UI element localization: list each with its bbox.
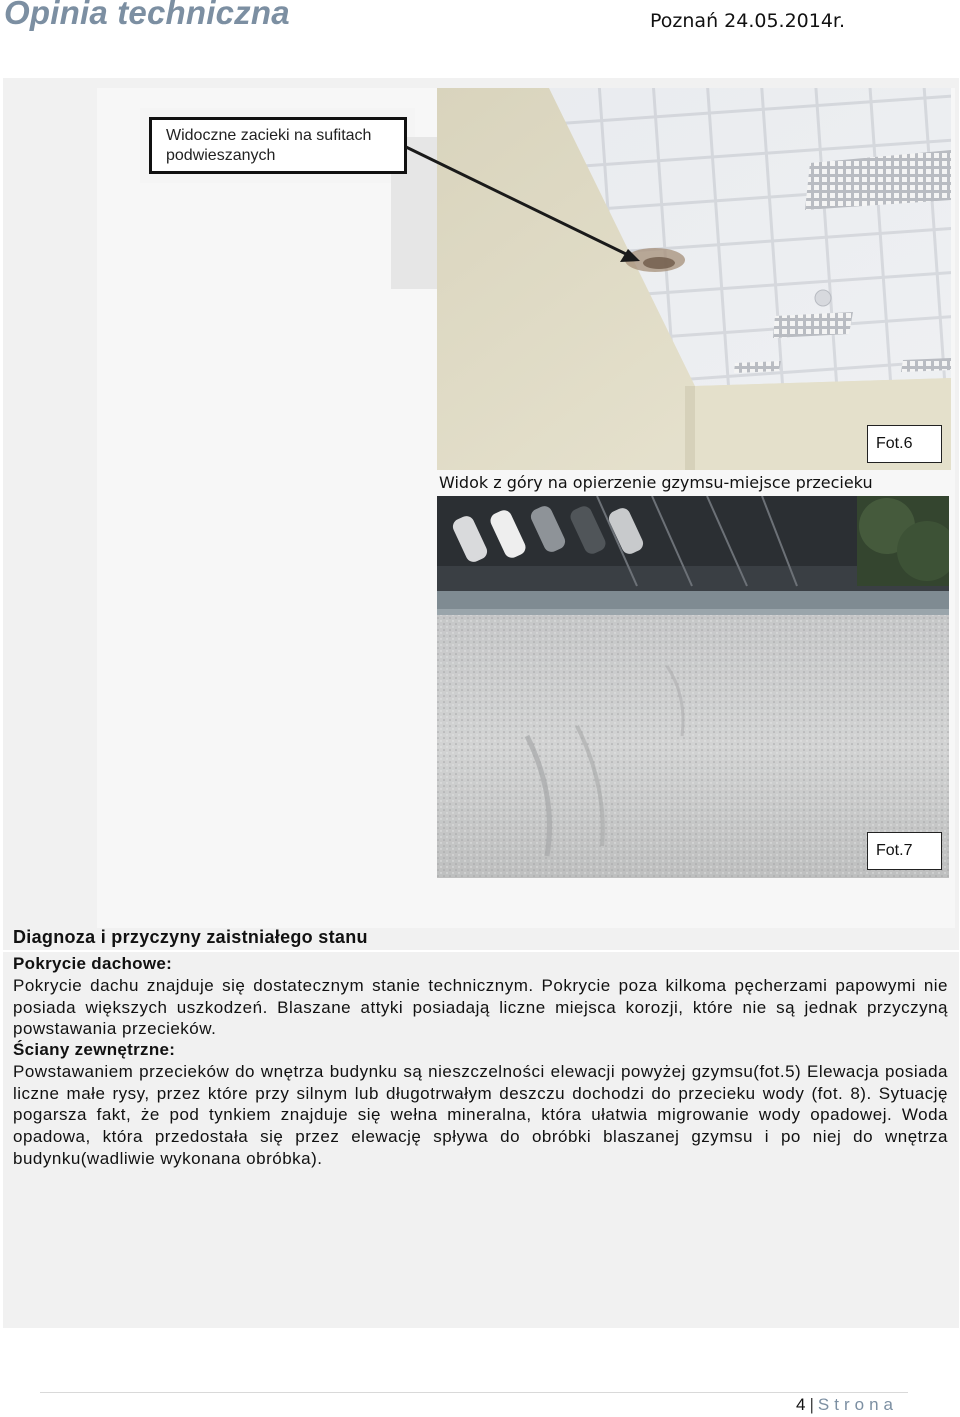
page-number: 4 [796, 1395, 806, 1414]
document-title: Opinia techniczna [4, 0, 290, 31]
callout-leak-note: Widoczne zacieki na sufitach podwieszanych [149, 117, 407, 174]
paragraph-roof: Pokrycie dachu znajduje się dostatecznym stanie technicznym. Pokrycie poza kilkoma pęcherzami papowymi nie posiada większych uszkodzeń. Blaszane attyki posiadają liczne miejsca korozji, które nie są jednak przyczyną powstawania przecieków. [13, 976, 948, 1039]
footer-page-indicator [796, 1395, 898, 1415]
callout-arrow [0, 0, 960, 300]
paragraph-walls: Powstawaniem przecieków do wnętrza budynku są nieszczelności elewacji powyżej gzymsu(fot.5) Elewacja posiada liczne małe rysy, przez które przy silnym lub długotrwałym deszczu dochodzi do przecieku wody (fot. 8). Sytuację pogarsza fakt, że pod tynkiem znajduje się wełna mineralna, która ułatwia migrowanie wody opadowej. Woda opadowa, która przedostała się przez elewację spływa do obróbki blaszanej gzymsu i po niej do wnętrza budynku(wadliwie wykonana obróbka). [13, 1062, 948, 1168]
photo-caption-fot6: Fot.6 [867, 425, 942, 463]
subheading-roof: Pokrycie dachowe: [13, 954, 173, 973]
page-label: Strona [817, 1395, 898, 1414]
photo-title-fot7: Widok z góry na opierzenie gzymsu-miejsce przecieku [439, 473, 873, 492]
photo-caption-fot7: Fot.7 [867, 832, 942, 870]
cornice-photo-drawing [437, 496, 949, 878]
photo-cornice-top-view [437, 496, 949, 878]
place-date: Poznań 24.05.2014r. [650, 10, 846, 32]
section-divider [3, 950, 959, 952]
section-heading-diagnosis: Diagnoza i przyczyny zaistniałego stanu [13, 927, 368, 947]
subheading-walls: Ściany zewnętrzne: [13, 1040, 176, 1059]
footer-separator: | [809, 1395, 814, 1414]
footer-divider [40, 1392, 908, 1393]
